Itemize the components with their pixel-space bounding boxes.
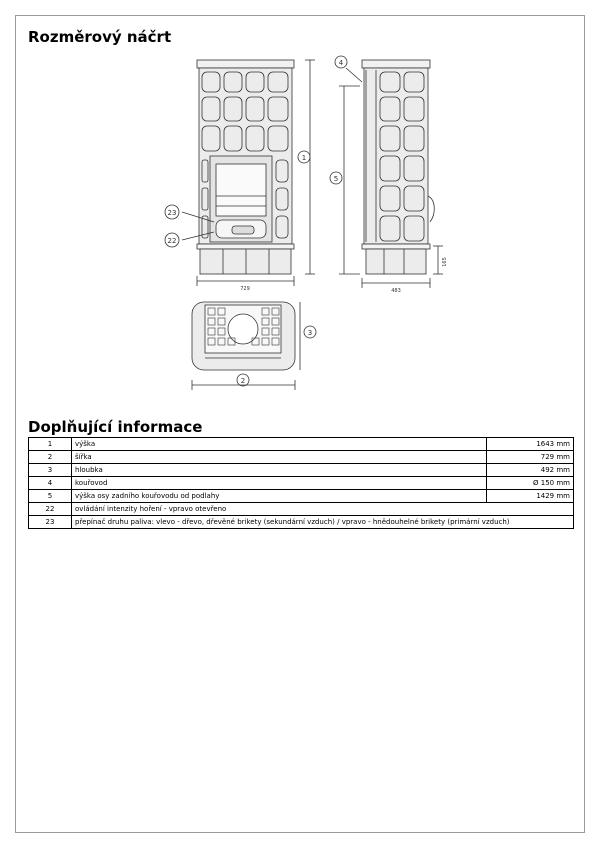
row-number: 2 <box>29 451 72 464</box>
dim-width: 729 <box>240 286 250 292</box>
section-title-info: Doplňující informace <box>28 418 203 436</box>
table-row <box>29 438 574 451</box>
row-number: 22 <box>29 503 72 516</box>
callout-2: 2 <box>240 377 246 385</box>
row-number: 3 <box>29 464 72 477</box>
row-label: šířka <box>72 451 487 464</box>
table-row <box>29 451 574 464</box>
table-row <box>29 503 574 516</box>
table-row <box>29 464 574 477</box>
row-number: 4 <box>29 477 72 490</box>
row-label: kouřovod <box>72 477 487 490</box>
table-row <box>29 477 574 490</box>
callout-23: 23 <box>167 209 177 217</box>
row-value: Ø 150 mm <box>487 477 574 490</box>
row-label: výška osy zadního kouřovodu od podlahy <box>72 490 487 503</box>
row-value: 1643 mm <box>487 438 574 451</box>
row-label: ovládání intenzity hoření - vpravo otevřeno <box>72 503 574 516</box>
callout-4: 4 <box>338 59 344 67</box>
callout-3: 3 <box>307 329 313 337</box>
row-value: 1429 mm <box>487 490 574 503</box>
callout-1: 1 <box>301 154 307 162</box>
dim-base: 165 <box>442 257 448 267</box>
row-label: výška <box>72 438 487 451</box>
table-row <box>29 490 574 503</box>
row-number: 23 <box>29 516 72 529</box>
row-label: přepínač druhu paliva: vlevo - dřevo, dřevěné brikety (sekundární vzduch) / vpravo - hnědouhelné brikety (primární vzduch) <box>72 516 574 529</box>
callout-5: 5 <box>333 175 339 183</box>
table-row <box>29 516 574 529</box>
info-table <box>28 437 574 529</box>
callout-22: 22 <box>167 237 177 245</box>
row-value: 492 mm <box>487 464 574 477</box>
row-label: hloubka <box>72 464 487 477</box>
row-number: 5 <box>29 490 72 503</box>
row-value: 729 mm <box>487 451 574 464</box>
dim-depth: 483 <box>391 288 401 294</box>
dimension-drawing <box>140 52 450 397</box>
row-number: 1 <box>29 438 72 451</box>
section-title-sketch: Rozměrový náčrt <box>28 28 172 46</box>
